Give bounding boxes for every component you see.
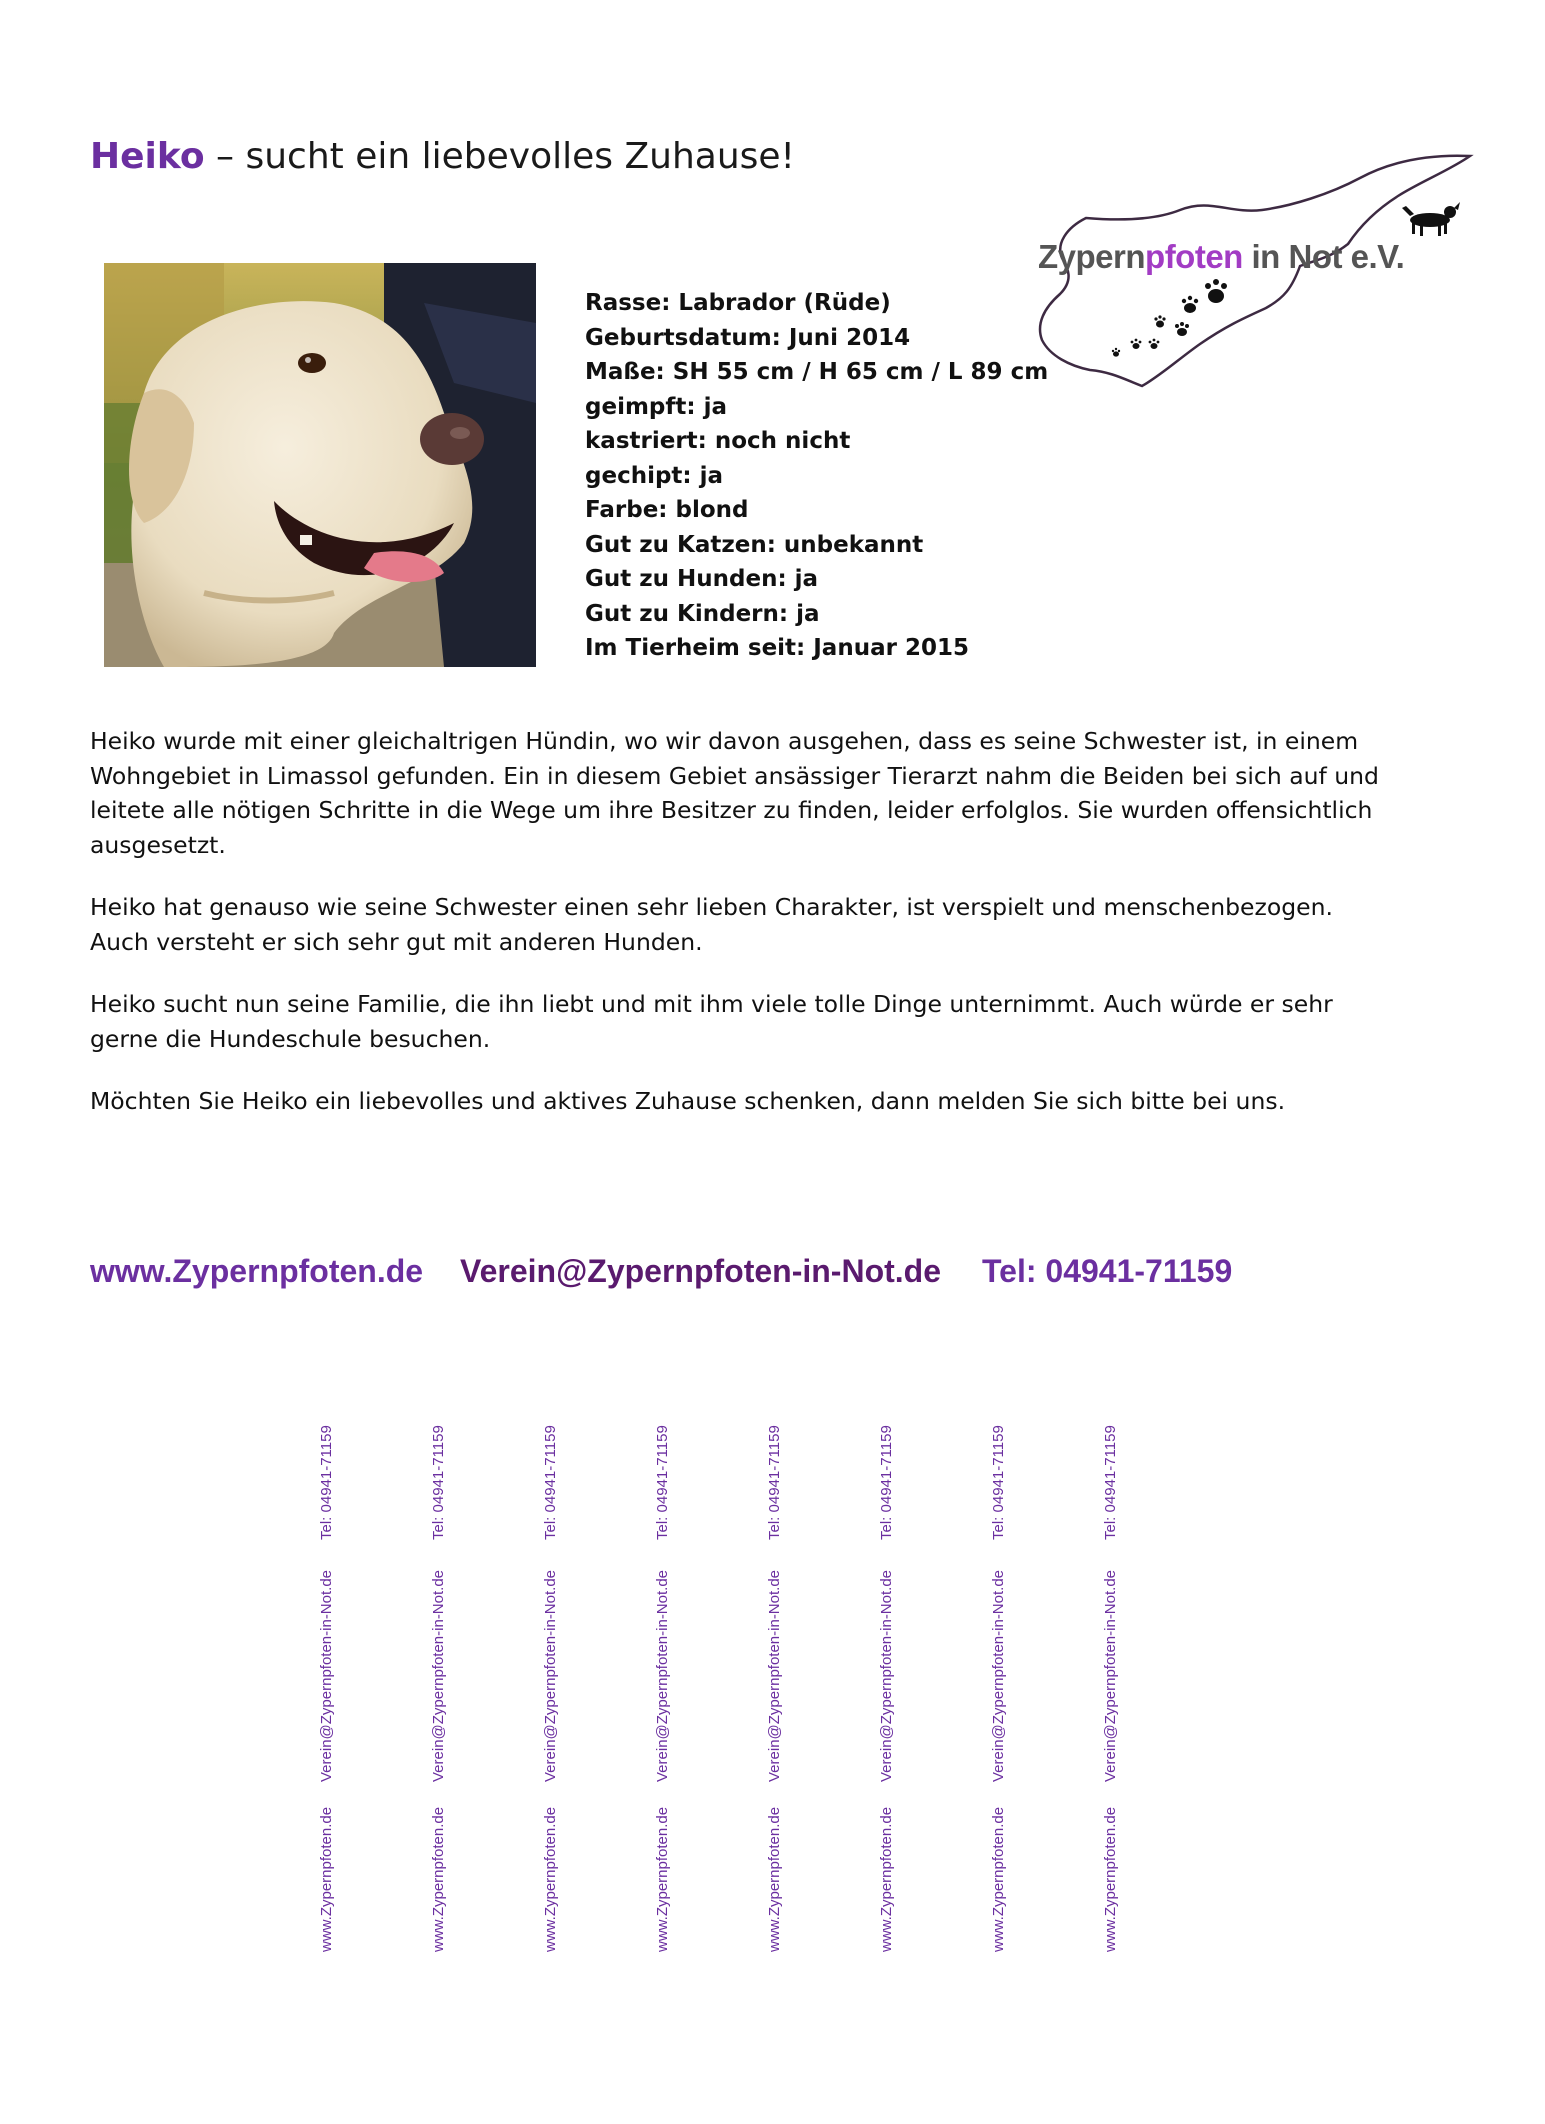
fact-birthdate: Geburtsdatum: Juni 2014 bbox=[585, 324, 911, 351]
paragraph: Heiko sucht nun seine Familie, die ihn liebt und mit ihm viele tolle Dinge unternimmt. Auch würde er sehr gerne die Hundeschule besuchen. bbox=[90, 990, 1333, 1053]
strip-phone: Tel: 04941-71159 bbox=[766, 1425, 783, 1540]
fact-color: Farbe: blond bbox=[585, 497, 749, 523]
fact-breed: Rasse: Labrador (Rüde) bbox=[585, 290, 891, 316]
logo-text bbox=[1038, 238, 1404, 276]
cyprus-map-paw-dog-icon bbox=[1030, 148, 1478, 408]
strip-phone: Tel: 04941-71159 bbox=[318, 1425, 335, 1540]
strip-email: Verein@Zypernpfoten-in-Not.de bbox=[1102, 1569, 1119, 1782]
strip-email: Verein@Zypernpfoten-in-Not.de bbox=[430, 1569, 447, 1782]
tear-off-strip bbox=[766, 1422, 796, 1952]
strip-website: www.Zypernpfoten.de bbox=[990, 1806, 1007, 1952]
tear-off-strip bbox=[1102, 1422, 1132, 1952]
fact-shelter-since: Im Tierheim seit: Januar 2015 bbox=[585, 635, 969, 661]
tear-off-strip bbox=[654, 1422, 684, 1952]
fact-good-with-dogs: Gut zu Hunden: ja bbox=[585, 566, 819, 592]
strip-phone: Tel: 04941-71159 bbox=[654, 1425, 671, 1540]
strip-phone: Tel: 04941-71159 bbox=[1102, 1425, 1119, 1540]
fact-neutered: kastriert: noch nicht bbox=[585, 428, 851, 454]
description bbox=[90, 724, 1380, 1147]
dog-photo bbox=[104, 263, 536, 667]
logo-text-accent: pfoten bbox=[1145, 238, 1243, 275]
phone-number: Tel: 04941-71159 bbox=[982, 1253, 1233, 1289]
strip-email: Verein@Zypernpfoten-in-Not.de bbox=[766, 1569, 783, 1782]
tear-off-strip bbox=[430, 1422, 460, 1952]
logo-text-part: in Not e.V. bbox=[1242, 238, 1405, 275]
organization-logo bbox=[1030, 148, 1478, 408]
paragraph: Heiko hat genauso wie seine Schwester einen sehr lieben Charakter, ist verspielt und menschenbezogen. Auch versteht er sich sehr gut mit anderen Hunden. bbox=[90, 893, 1333, 956]
title-tagline: – sucht ein liebevolles Zuhause! bbox=[204, 136, 795, 177]
paragraph: Heiko wurde mit einer gleichaltrigen Hündin, wo wir davon ausgehen, dass es seine Schwester ist, in einem Wohngebiet in Limassol gefunden. Ein in diesem Gebiet ansässiger Tierarzt nahm die Beiden bei sich auf und leitete alle nötigen Schritte in die Wege um ihre Besitzer zu finden, leider erfolglos. Sie wurden offensichtlich ausgesetzt. bbox=[90, 727, 1379, 859]
fact-good-with-kids: Gut zu Kindern: ja bbox=[585, 600, 820, 627]
strip-email: Verein@Zypernpfoten-in-Not.de bbox=[878, 1569, 895, 1782]
strip-phone: Tel: 04941-71159 bbox=[990, 1425, 1007, 1540]
strip-website: www.Zypernpfoten.de bbox=[430, 1806, 447, 1952]
strip-email: Verein@Zypernpfoten-in-Not.de bbox=[654, 1569, 671, 1782]
strip-website: www.Zypernpfoten.de bbox=[766, 1806, 783, 1952]
tear-off-strip bbox=[542, 1422, 572, 1952]
email-link[interactable]: Verein@Zypernpfoten-in-Not.de bbox=[460, 1253, 941, 1289]
strip-phone: Tel: 04941-71159 bbox=[878, 1425, 895, 1540]
strip-email: Verein@Zypernpfoten-in-Not.de bbox=[990, 1569, 1007, 1782]
logo-text-part: Zypern bbox=[1038, 238, 1146, 275]
strip-website: www.Zypernpfoten.de bbox=[654, 1806, 671, 1952]
fact-vaccinated: geimpft: ja bbox=[585, 393, 727, 420]
strip-phone: Tel: 04941-71159 bbox=[542, 1425, 559, 1540]
tear-off-strip bbox=[990, 1422, 1020, 1952]
strip-phone: Tel: 04941-71159 bbox=[430, 1425, 447, 1540]
dog-name: Heiko bbox=[90, 136, 205, 177]
fact-chipped: gechipt: ja bbox=[585, 462, 724, 489]
page-title bbox=[90, 136, 795, 177]
strip-email: Verein@Zypernpfoten-in-Not.de bbox=[542, 1569, 559, 1782]
tear-off-strip bbox=[318, 1422, 348, 1952]
fact-good-with-cats: Gut zu Katzen: unbekannt bbox=[585, 531, 924, 558]
website-link[interactable]: www.Zypernpfoten.de bbox=[90, 1253, 424, 1289]
labrador-dog-photo bbox=[104, 263, 536, 667]
strip-email: Verein@Zypernpfoten-in-Not.de bbox=[318, 1569, 335, 1782]
strip-website: www.Zypernpfoten.de bbox=[542, 1806, 559, 1952]
strip-website: www.Zypernpfoten.de bbox=[878, 1806, 895, 1952]
fact-dimensions: Maße: SH 55 cm / H 65 cm / L 89 cm bbox=[585, 359, 1049, 385]
fact-list bbox=[585, 286, 1048, 666]
strip-website: www.Zypernpfoten.de bbox=[1102, 1806, 1119, 1952]
strip-website: www.Zypernpfoten.de bbox=[318, 1806, 335, 1952]
tear-off-strip bbox=[878, 1422, 908, 1952]
paragraph: Möchten Sie Heiko ein liebevolles und aktives Zuhause schenken, dann melden Sie sich bitte bei uns. bbox=[90, 1087, 1286, 1115]
